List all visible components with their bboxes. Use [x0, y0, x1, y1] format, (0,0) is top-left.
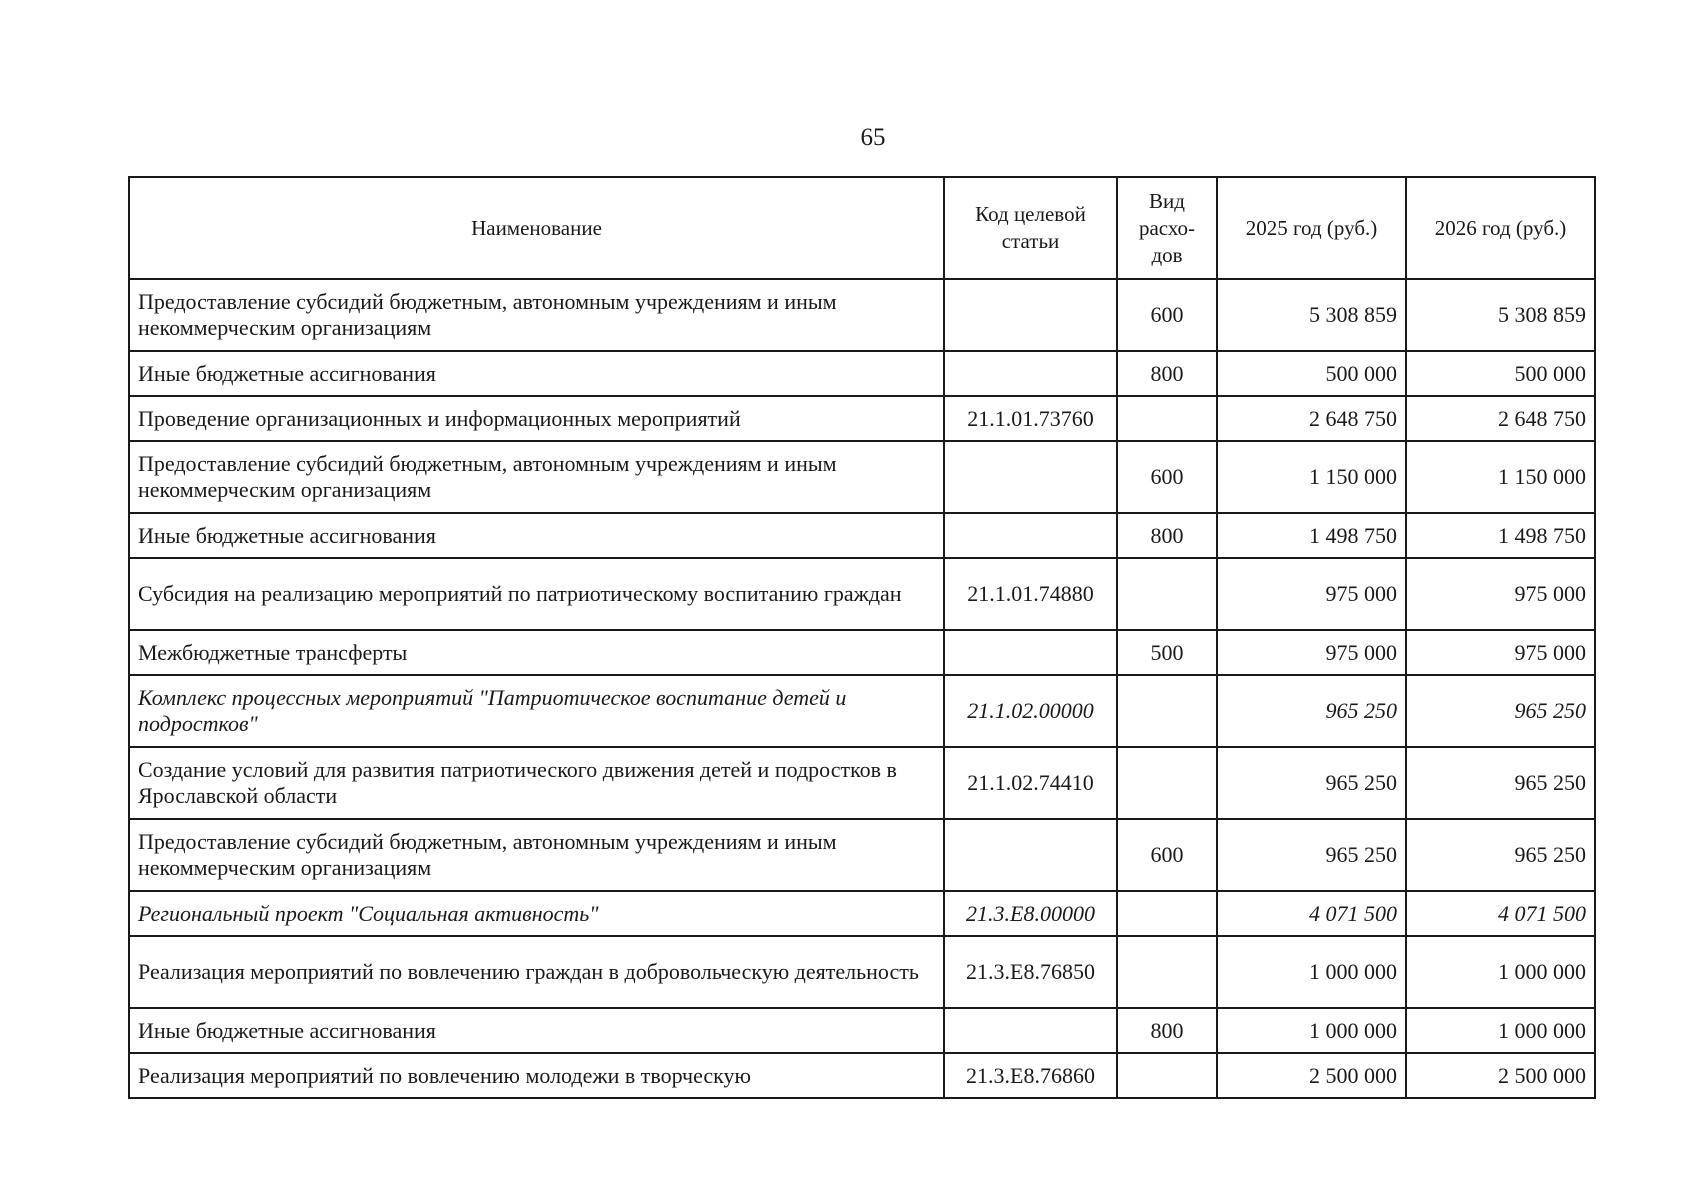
- cell-type: [1117, 891, 1217, 936]
- cell-2025: 2 500 000: [1217, 1053, 1406, 1098]
- table-row: [129, 279, 1595, 351]
- cell-code: [944, 441, 1117, 513]
- cell-code: 21.3.E8.76860: [944, 1053, 1117, 1098]
- cell-name: Иные бюджетные ассигнования: [129, 351, 944, 396]
- table-row: [129, 630, 1595, 675]
- cell-type: 600: [1117, 279, 1217, 351]
- table-row: [129, 513, 1595, 558]
- cell-name: Предоставление субсидий бюджетным, автономным учреждениям и иным некоммерческим организациям: [129, 279, 944, 351]
- cell-name: Предоставление субсидий бюджетным, автономным учреждениям и иным некоммерческим организациям: [129, 819, 944, 891]
- cell-2025: 4 071 500: [1217, 891, 1406, 936]
- cell-2026: 975 000: [1406, 630, 1595, 675]
- cell-name: Иные бюджетные ассигнования: [129, 513, 944, 558]
- cell-2026: 1 498 750: [1406, 513, 1595, 558]
- table-row: [129, 1008, 1595, 1053]
- cell-type: 500: [1117, 630, 1217, 675]
- cell-code: [944, 819, 1117, 891]
- cell-2026: 965 250: [1406, 675, 1595, 747]
- cell-name: Комплекс процессных мероприятий "Патриотическое воспитание детей и подростков": [129, 675, 944, 747]
- cell-type: 600: [1117, 819, 1217, 891]
- cell-code: 21.3.E8.76850: [944, 936, 1117, 1008]
- cell-2025: 2 648 750: [1217, 396, 1406, 441]
- cell-2026: 1 000 000: [1406, 1008, 1595, 1053]
- cell-code: 21.1.02.00000: [944, 675, 1117, 747]
- table-row: [129, 936, 1595, 1008]
- cell-type: 600: [1117, 441, 1217, 513]
- cell-type: 800: [1117, 351, 1217, 396]
- cell-2026: 500 000: [1406, 351, 1595, 396]
- cell-name: Субсидия на реализацию мероприятий по патриотическому воспитанию граждан: [129, 558, 944, 630]
- cell-2025: 1 000 000: [1217, 1008, 1406, 1053]
- cell-name: Региональный проект "Социальная активность": [129, 891, 944, 936]
- cell-code: [944, 1008, 1117, 1053]
- cell-2026: 2 500 000: [1406, 1053, 1595, 1098]
- cell-name: Межбюджетные трансферты: [129, 630, 944, 675]
- budget-table: [128, 176, 1596, 1099]
- table-row: [129, 558, 1595, 630]
- cell-2026: 1 150 000: [1406, 441, 1595, 513]
- cell-type: [1117, 675, 1217, 747]
- page-number: 65: [860, 124, 886, 151]
- cell-name: Создание условий для развития патриотического движения детей и подростков в Ярославской области: [129, 747, 944, 819]
- table-row: [129, 747, 1595, 819]
- cell-type: 800: [1117, 513, 1217, 558]
- table-row: [129, 819, 1595, 891]
- cell-name: Иные бюджетные ассигнования: [129, 1008, 944, 1053]
- cell-code: [944, 630, 1117, 675]
- cell-2026: 975 000: [1406, 558, 1595, 630]
- cell-code: 21.1.01.74880: [944, 558, 1117, 630]
- table-header-row: [129, 177, 1595, 279]
- cell-name: Проведение организационных и информационных мероприятий: [129, 396, 944, 441]
- cell-2026: 2 648 750: [1406, 396, 1595, 441]
- cell-2025: 965 250: [1217, 747, 1406, 819]
- cell-code: 21.1.01.73760: [944, 396, 1117, 441]
- cell-type: [1117, 936, 1217, 1008]
- header-2025: 2025 год (руб.): [1217, 177, 1406, 279]
- cell-type: 800: [1117, 1008, 1217, 1053]
- cell-2025: 965 250: [1217, 819, 1406, 891]
- cell-code: [944, 351, 1117, 396]
- cell-code: 21.3.E8.00000: [944, 891, 1117, 936]
- cell-2026: 4 071 500: [1406, 891, 1595, 936]
- cell-2025: 965 250: [1217, 675, 1406, 747]
- header-type: Вид расхо-дов: [1117, 177, 1217, 279]
- cell-type: [1117, 747, 1217, 819]
- cell-code: [944, 279, 1117, 351]
- cell-2025: 975 000: [1217, 558, 1406, 630]
- cell-2026: 1 000 000: [1406, 936, 1595, 1008]
- table-row: [129, 351, 1595, 396]
- cell-2025: 5 308 859: [1217, 279, 1406, 351]
- header-2026: 2026 год (руб.): [1406, 177, 1595, 279]
- cell-name: Реализация мероприятий по вовлечению граждан в добровольческую деятельность: [129, 936, 944, 1008]
- cell-type: [1117, 396, 1217, 441]
- table-row: [129, 1053, 1595, 1098]
- cell-2025: 1 000 000: [1217, 936, 1406, 1008]
- cell-2025: 500 000: [1217, 351, 1406, 396]
- header-code: Код целевой статьи: [944, 177, 1117, 279]
- cell-type: [1117, 558, 1217, 630]
- table-row: [129, 891, 1595, 936]
- table-row: [129, 441, 1595, 513]
- cell-2025: 1 498 750: [1217, 513, 1406, 558]
- cell-type: [1117, 1053, 1217, 1098]
- cell-code: [944, 513, 1117, 558]
- cell-2026: 965 250: [1406, 747, 1595, 819]
- table-row: [129, 675, 1595, 747]
- cell-name: Предоставление субсидий бюджетным, автономным учреждениям и иным некоммерческим организациям: [129, 441, 944, 513]
- cell-code: 21.1.02.74410: [944, 747, 1117, 819]
- cell-2026: 5 308 859: [1406, 279, 1595, 351]
- cell-name: Реализация мероприятий по вовлечению молодежи в творческую: [129, 1053, 944, 1098]
- table-row: [129, 396, 1595, 441]
- cell-2025: 975 000: [1217, 630, 1406, 675]
- cell-2025: 1 150 000: [1217, 441, 1406, 513]
- cell-2026: 965 250: [1406, 819, 1595, 891]
- header-name: Наименование: [129, 177, 944, 279]
